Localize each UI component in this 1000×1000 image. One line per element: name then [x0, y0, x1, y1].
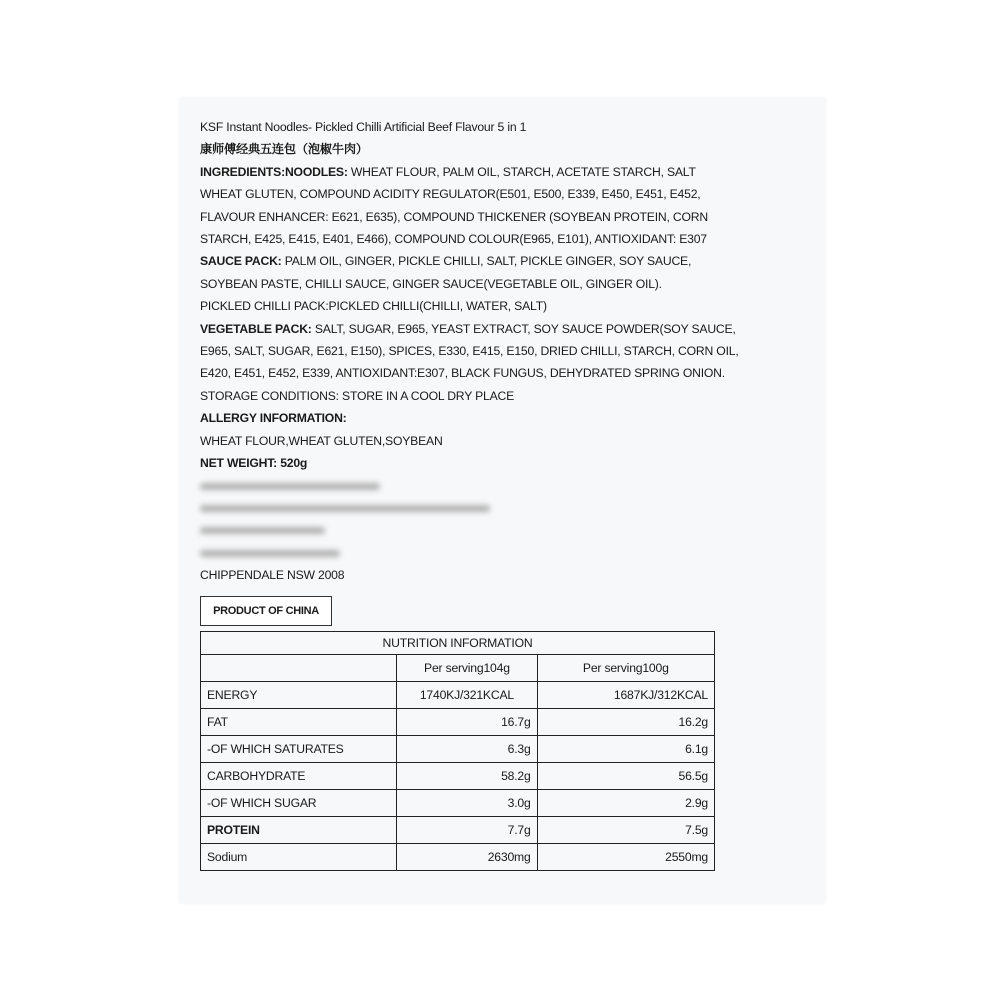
product-chinese-title: 康师傅经典五连包（泡椒牛肉） [200, 142, 368, 157]
vegetable-pack-heading: VEGETABLE PACK: [200, 321, 312, 336]
nutrient-value-100g: 6.1g [537, 736, 714, 763]
sauce-pack-line [200, 250, 815, 272]
allergy-text: WHEAT FLOUR,WHEAT GLUTEN,SOYBEAN [200, 433, 443, 448]
nutrient-name: PROTEIN [201, 817, 397, 844]
product-title: KSF Instant Noodles- Pickled Chilli Artificial Beef Flavour 5 in 1 [200, 120, 527, 134]
ingredients-heading: INGREDIENTS:NOODLES: [200, 164, 348, 179]
vegetable-pack-text: SALT, SUGAR, E965, YEAST EXTRACT, SOY SAUCE POWDER(SOY SAUCE, [311, 321, 736, 336]
nutrient-name: -OF WHICH SATURATES [201, 736, 397, 763]
ingredients-text: WHEAT FLOUR, PALM OIL, STARCH, ACETATE STARCH, SALT [347, 164, 696, 179]
table-row [201, 817, 715, 844]
table-row [201, 763, 715, 790]
nutrition-header-row [201, 655, 715, 682]
product-label [180, 98, 825, 903]
sauce-pack-line: SOYBEAN PASTE, CHILLI SAUCE, GINGER SAUCE(VEGETABLE OIL, GINGER OIL). [200, 276, 662, 291]
nutrient-value-100g: 2550mg [537, 844, 714, 871]
table-row [201, 736, 715, 763]
blurred-abn [200, 519, 815, 541]
nutrient-value-104g: 1740KJ/321KCAL [397, 682, 537, 709]
header-empty-cell [201, 655, 397, 682]
ingredients-line [200, 161, 815, 183]
nutrient-value-100g: 2.9g [537, 790, 714, 817]
nutrition-title: NUTRITION INFORMATION [201, 632, 715, 655]
vegetable-pack-line [200, 318, 815, 340]
table-row [201, 682, 715, 709]
table-row [201, 844, 715, 871]
address-suburb: CHIPPENDALE NSW 2008 [200, 568, 345, 583]
nutrient-value-100g: 56.5g [537, 763, 714, 790]
nutrient-value-104g: 16.7g [397, 709, 537, 736]
vegetable-pack-line: E420, E451, E452, E339, ANTIOXIDANT:E307, BLACK FUNGUS, DEHYDRATED SPRING ONION. [200, 366, 725, 381]
nutrient-value-104g: 7.7g [397, 817, 537, 844]
nutrient-value-100g: 1687KJ/312KCAL [537, 682, 714, 709]
table-row [201, 790, 715, 817]
blurred-address [200, 542, 815, 564]
label-text-block [200, 116, 815, 586]
blurred-importer [200, 497, 815, 519]
blurred-best-before [200, 475, 815, 497]
ingredients-line: WHEAT GLUTEN, COMPOUND ACIDITY REGULATOR(E501, E500, E339, E450, E451, E452, [200, 187, 701, 202]
vegetable-pack-line: E965, SALT, SUGAR, E621, E150), SPICES, E330, E415, E150, DRIED CHILLI, STARCH, CORN OIL, [200, 344, 739, 359]
net-weight: NET WEIGHT: 520g [200, 456, 308, 471]
storage-conditions: STORAGE CONDITIONS: STORE IN A COOL DRY PLACE [200, 388, 515, 403]
table-row [201, 709, 715, 736]
per-serving-104g-header: Per serving104g [397, 655, 537, 682]
nutrient-name: CARBOHYDRATE [201, 763, 397, 790]
sauce-pack-text: PALM OIL, GINGER, PICKLE CHILLI, SALT, PICKLE GINGER, SOY SAUCE, [281, 254, 692, 269]
nutrient-value-100g: 16.2g [537, 709, 714, 736]
country-of-origin-box: PRODUCT OF CHINA [200, 596, 332, 626]
sauce-pack-heading: SAUCE PACK: [200, 254, 282, 269]
nutrient-value-100g: 7.5g [537, 817, 714, 844]
nutrition-title-row [201, 632, 715, 655]
pickled-chilli-pack-line: PICKLED CHILLI PACK:PICKLED CHILLI(CHILLI, WATER, SALT) [200, 299, 547, 314]
nutrient-name: FAT [201, 709, 397, 736]
nutrient-name: -OF WHICH SUGAR [201, 790, 397, 817]
nutrient-value-104g: 2630mg [397, 844, 537, 871]
nutrient-value-104g: 3.0g [397, 790, 537, 817]
ingredients-line: FLAVOUR ENHANCER: E621, E635), COMPOUND THICKENER (SOYBEAN PROTEIN, CORN [200, 209, 708, 224]
nutrient-name: Sodium [201, 844, 397, 871]
nutrient-value-104g: 6.3g [397, 736, 537, 763]
nutrient-value-104g: 58.2g [397, 763, 537, 790]
ingredients-line: STARCH, E425, E415, E401, E466), COMPOUND COLOUR(E965, E101), ANTIOXIDANT: E307 [200, 232, 707, 247]
nutrient-name: ENERGY [201, 682, 397, 709]
allergy-heading: ALLERGY INFORMATION: [200, 411, 347, 426]
per-serving-100g-header: Per serving100g [537, 655, 714, 682]
nutrition-table [200, 631, 715, 871]
